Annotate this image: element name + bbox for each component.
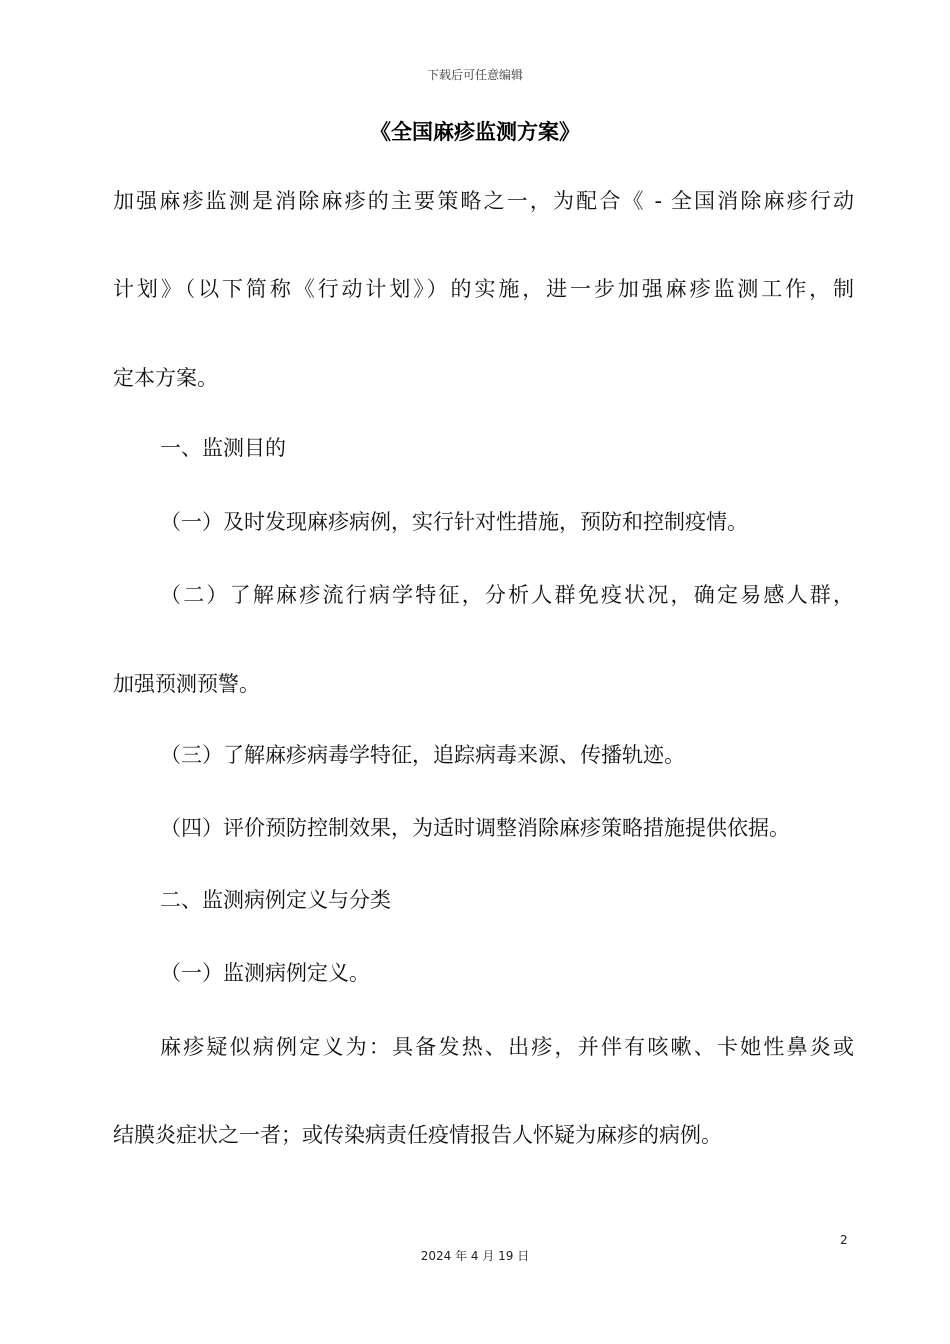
paragraph-line: （一）及时发现麻疹病例，实行针对性措施，预防和控制疫情。 [160, 510, 748, 534]
paragraph-line: （三）了解麻疹病毒学特征，追踪病毒来源、传播轨迹。 [160, 743, 685, 767]
paragraph-line: 加强预测预警。 [113, 672, 260, 696]
paragraph-line: 计划》（以下简称《行动计划》）的实施，进一步加强麻疹监测工作，制 [113, 277, 854, 301]
footer-date: 2024 年 4 月 19 日 [420, 1249, 530, 1263]
page-number: 2 [840, 1233, 848, 1247]
paragraph-line: 结膜炎症状之一者；或传染病责任疫情报告人怀疑为麻疹的病例。 [113, 1123, 722, 1147]
header-note: 下载后可任意编辑 [426, 68, 523, 82]
paragraph-line: 定本方案。 [113, 366, 218, 390]
paragraph-line: 麻疹疑似病例定义为：具备发热、出疹，并伴有咳嗽、卡她性鼻炎或 [160, 1035, 854, 1059]
section-heading: 二、监测病例定义与分类 [160, 888, 391, 912]
paragraph-line: （二）了解麻疹流行病学特征，分析人群免疫状况，确定易感人群， [160, 583, 854, 607]
subsection-heading: （一）监测病例定义。 [160, 961, 370, 985]
paragraph-line: 加强麻疹监测是消除麻疹的主要策略之一，为配合《 - 全国消除麻疹行动 [113, 189, 854, 213]
document-title: 《全国麻疹监测方案》 [370, 120, 580, 144]
section-heading: 一、监测目的 [160, 436, 286, 460]
paragraph-line: （四）评价预防控制效果，为适时调整消除麻疹策略措施提供依据。 [160, 816, 790, 840]
